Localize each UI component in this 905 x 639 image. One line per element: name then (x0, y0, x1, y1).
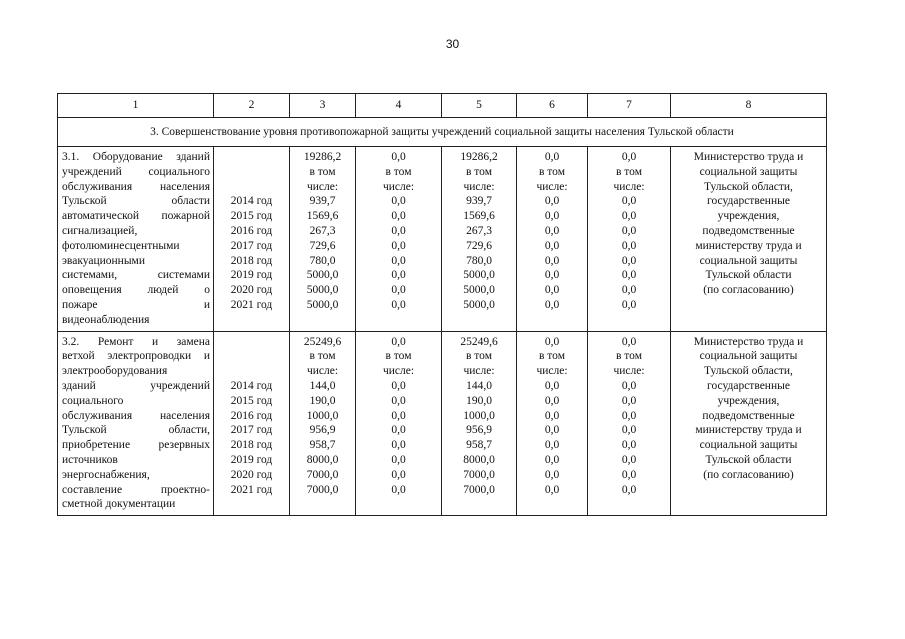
funding-value: числе: (613, 180, 645, 193)
funding-value: числе: (463, 180, 495, 193)
column-number-cell: 3 (290, 94, 356, 118)
organization-line: социальной защиты (699, 254, 798, 267)
year-value (214, 165, 289, 180)
organization-line: Министерство труда и (693, 151, 804, 163)
column-number-row (58, 94, 827, 118)
organization-line: министерству труда и (695, 239, 802, 252)
responsible-organization (671, 147, 827, 332)
year-value: 2017 год (230, 239, 273, 252)
funding-value: 267,3 (466, 224, 492, 237)
funding-value: 0,0 (544, 468, 560, 481)
description-line: пожаре и (62, 298, 210, 311)
description-line: Тульской области, (62, 424, 210, 437)
page-number: 30 (445, 37, 460, 51)
federal-budget-cell (356, 331, 442, 516)
organization-line: (по согласованию) (703, 468, 794, 481)
section-title-row (58, 118, 827, 147)
regional-budget-cell (442, 147, 517, 332)
organization-line: учреждения, (717, 394, 780, 407)
funding-value: 0,0 (544, 453, 560, 466)
funding-value: 7000,0 (463, 468, 495, 481)
funding-value: 939,7 (309, 195, 336, 208)
funding-value: 144,0 (309, 379, 336, 392)
funding-value: в том (385, 350, 412, 363)
year-value: 2020 год (230, 468, 273, 481)
funding-value: 0,0 (544, 483, 560, 496)
funding-value: 1569,6 (306, 210, 339, 223)
funding-value: 5000,0 (463, 298, 495, 311)
funding-value: 0,0 (391, 394, 406, 407)
regional-budget-cell (442, 331, 517, 516)
column-number-cell: 2 (214, 94, 290, 118)
description-line: учреждений социального (62, 165, 210, 178)
funding-value: 25249,6 (460, 335, 498, 348)
description-line: энергоснабжения, (62, 468, 150, 481)
funding-value: 1000,0 (463, 409, 495, 422)
funding-value: 0,0 (544, 394, 560, 407)
description-line: Тульской области (62, 195, 210, 208)
column-number-cell: 6 (517, 94, 588, 118)
funding-value: 0,0 (391, 195, 406, 208)
description-line: эвакуационными (62, 254, 145, 267)
funding-value: 0,0 (544, 239, 560, 252)
funding-value: 5000,0 (306, 269, 339, 282)
funding-value: 144,0 (466, 379, 492, 392)
funding-value: 958,7 (309, 439, 336, 452)
funding-value: 956,9 (309, 424, 336, 437)
funding-value: числе: (536, 180, 568, 193)
year-value: 2020 год (230, 284, 273, 297)
funding-value: 0,0 (621, 239, 637, 252)
table-row (58, 147, 827, 332)
description-line: зданий учреждений (62, 379, 210, 392)
funding-value: 0,0 (544, 284, 560, 297)
funding-value: 0,0 (391, 424, 406, 437)
funding-value: 190,0 (309, 394, 336, 407)
organization-line: социальной защиты (699, 439, 798, 452)
funding-value: 939,7 (466, 195, 492, 208)
funding-value: 0,0 (621, 195, 637, 208)
funding-value: 0,0 (544, 335, 560, 348)
responsible-organization (671, 331, 827, 516)
year-value (214, 150, 289, 165)
description-line: 3.2. Ремонт и замена (62, 335, 210, 348)
organization-line: государственные (707, 379, 790, 392)
column-number-cell: 8 (671, 94, 827, 118)
description-line: сметной документации (62, 498, 176, 511)
organization-line: (по согласованию) (703, 284, 794, 297)
organization-line: Тульской области (705, 453, 792, 466)
year-value: 2014 год (230, 195, 273, 208)
funding-value: 0,0 (621, 424, 637, 437)
funding-value: 19286,2 (460, 151, 498, 163)
funding-value: 0,0 (544, 210, 560, 223)
funding-value: 0,0 (391, 151, 406, 163)
funding-value: 780,0 (309, 254, 336, 267)
year-value: 2018 год (230, 439, 273, 452)
funding-value: числе: (382, 180, 415, 193)
funding-value: 0,0 (391, 379, 406, 392)
funding-value: 0,0 (621, 468, 637, 481)
funding-value: 5000,0 (306, 284, 339, 297)
funding-value: 0,0 (621, 335, 637, 348)
funding-value: 7000,0 (306, 468, 339, 481)
funding-value: 0,0 (544, 195, 560, 208)
total-funding-cell (290, 331, 356, 516)
description-line: обслуживания населения (62, 180, 210, 193)
funding-value: 0,0 (391, 298, 406, 311)
funding-value: 0,0 (391, 409, 406, 422)
funding-value: 0,0 (621, 151, 637, 163)
funding-value: 0,0 (544, 269, 560, 282)
funding-value: числе: (463, 365, 495, 378)
funding-value: 0,0 (621, 409, 637, 422)
description-line: фотолюминесцентными (62, 239, 180, 252)
funding-value: числе: (536, 365, 568, 378)
funding-value: 0,0 (621, 298, 637, 311)
funding-value: 0,0 (621, 254, 637, 267)
funding-value: 0,0 (391, 483, 406, 496)
funding-value: 0,0 (544, 224, 560, 237)
year-value: 2019 год (230, 453, 273, 466)
funding-value: 5000,0 (463, 269, 495, 282)
organization-line: социальной защиты (699, 165, 798, 178)
funding-value: 0,0 (544, 409, 560, 422)
year-value (214, 335, 289, 350)
funding-value: в том (385, 165, 412, 178)
funding-value: 958,7 (466, 439, 492, 452)
funding-value: 0,0 (544, 424, 560, 437)
funding-value: числе: (306, 180, 339, 193)
local-budget-cell (517, 331, 588, 516)
year-value: 2016 год (230, 409, 273, 422)
funding-value: 8000,0 (306, 453, 339, 466)
funding-value: 5000,0 (463, 284, 495, 297)
funding-value: 0,0 (391, 239, 406, 252)
organization-line: Министерство труда и (693, 335, 804, 348)
year-value: 2016 год (230, 224, 273, 237)
funding-value: числе: (382, 365, 415, 378)
funding-value: 1569,6 (463, 210, 495, 223)
year-value (214, 364, 289, 379)
funding-value: 0,0 (544, 439, 560, 452)
total-funding-cell (290, 147, 356, 332)
section-title: 3. Совершенствование уровня противопожарной защиты учреждений социальной защиты населения Тульской области (58, 118, 827, 147)
description-line: системами, системами (62, 269, 210, 282)
funding-value: 0,0 (621, 379, 637, 392)
other-sources-cell (588, 147, 671, 332)
year-value: 2015 год (230, 394, 273, 407)
organization-line: учреждения, (717, 210, 780, 223)
organization-line: социальной защиты (699, 350, 798, 363)
year-value: 2017 год (230, 424, 273, 437)
organization-line: Тульской области, (704, 180, 793, 193)
year-value: 2014 год (230, 379, 273, 392)
funding-value: 0,0 (544, 151, 560, 163)
funding-value: 0,0 (391, 453, 406, 466)
funding-value: в том (309, 165, 336, 178)
funding-value: 0,0 (621, 224, 637, 237)
funding-value: 0,0 (391, 468, 406, 481)
funding-value: 0,0 (621, 210, 637, 223)
funding-value: в том (309, 350, 336, 363)
funding-value: 25249,6 (303, 335, 342, 348)
description-line: составление проектно- (62, 483, 210, 496)
funding-value: 190,0 (466, 394, 492, 407)
funding-value: 5000,0 (306, 298, 339, 311)
description-line: автоматической пожарной (62, 210, 210, 223)
funding-value: 729,6 (466, 239, 492, 252)
column-number-cell: 7 (588, 94, 671, 118)
program-table (57, 93, 827, 516)
item-description (58, 147, 214, 332)
funding-value: в том (539, 350, 565, 363)
funding-value: 0,0 (391, 284, 406, 297)
other-sources-cell (588, 331, 671, 516)
funding-value: 19286,2 (303, 151, 342, 163)
organization-line: подведомственные (702, 224, 795, 237)
federal-budget-cell (356, 147, 442, 332)
year-value: 2018 год (230, 254, 273, 267)
description-line: обслуживания населения (62, 409, 210, 422)
funding-value: 0,0 (391, 210, 406, 223)
funding-value: 7000,0 (463, 483, 495, 496)
funding-value: 267,3 (309, 224, 336, 237)
year-value (214, 180, 289, 195)
funding-value: 0,0 (391, 224, 406, 237)
year-value: 2021 год (230, 298, 273, 311)
funding-value: 0,0 (621, 269, 637, 282)
organization-line: Тульской области (705, 269, 792, 282)
year-value: 2019 год (230, 269, 273, 282)
funding-value: 0,0 (544, 254, 560, 267)
year-value: 2015 год (230, 210, 273, 223)
funding-value: 0,0 (621, 394, 637, 407)
funding-value: числе: (613, 365, 645, 378)
funding-value: 956,9 (466, 424, 492, 437)
funding-value: в том (539, 165, 565, 178)
funding-value: 8000,0 (463, 453, 495, 466)
column-number-cell: 1 (58, 94, 214, 118)
years-cell (214, 331, 290, 516)
funding-value: 0,0 (544, 298, 560, 311)
funding-value: 1000,0 (306, 409, 339, 422)
local-budget-cell (517, 147, 588, 332)
column-number-cell: 4 (356, 94, 442, 118)
organization-line: Тульской области, (704, 365, 793, 378)
funding-value: в том (466, 165, 492, 178)
table-row (58, 331, 827, 516)
funding-value: 7000,0 (306, 483, 339, 496)
funding-value: 0,0 (391, 439, 406, 452)
organization-line: государственные (707, 195, 790, 208)
funding-value: 0,0 (544, 379, 560, 392)
funding-value: 0,0 (621, 483, 637, 496)
description-line: источников (62, 453, 118, 466)
funding-value: числе: (306, 365, 339, 378)
funding-value: 0,0 (391, 269, 406, 282)
funding-value: в том (616, 165, 642, 178)
column-number-cell: 5 (442, 94, 517, 118)
organization-line: подведомственные (702, 409, 795, 422)
description-line: электрооборудования (62, 365, 168, 378)
funding-value: в том (616, 350, 642, 363)
description-line: видеонаблюдения (62, 313, 150, 326)
organization-line: министерству труда и (695, 424, 802, 437)
description-line: социального (62, 394, 124, 407)
funding-value: 729,6 (309, 239, 336, 252)
description-line: 3.1. Оборудование зданий (62, 151, 210, 163)
funding-value: 0,0 (391, 335, 406, 348)
year-value: 2021 год (230, 483, 273, 496)
funding-value: 0,0 (621, 453, 637, 466)
funding-value: 0,0 (391, 254, 406, 267)
funding-value: 0,0 (621, 284, 637, 297)
item-description (58, 331, 214, 516)
description-line: ветхой электропроводки и (62, 350, 210, 363)
funding-value: 0,0 (621, 439, 637, 452)
funding-value: в том (466, 350, 492, 363)
year-value (214, 349, 289, 364)
description-line: оповещения людей о (62, 284, 210, 297)
years-cell (214, 147, 290, 332)
description-line: сигнализацией, (62, 224, 138, 237)
description-line: приобретение резервных (62, 439, 210, 452)
funding-value: 780,0 (466, 254, 492, 267)
